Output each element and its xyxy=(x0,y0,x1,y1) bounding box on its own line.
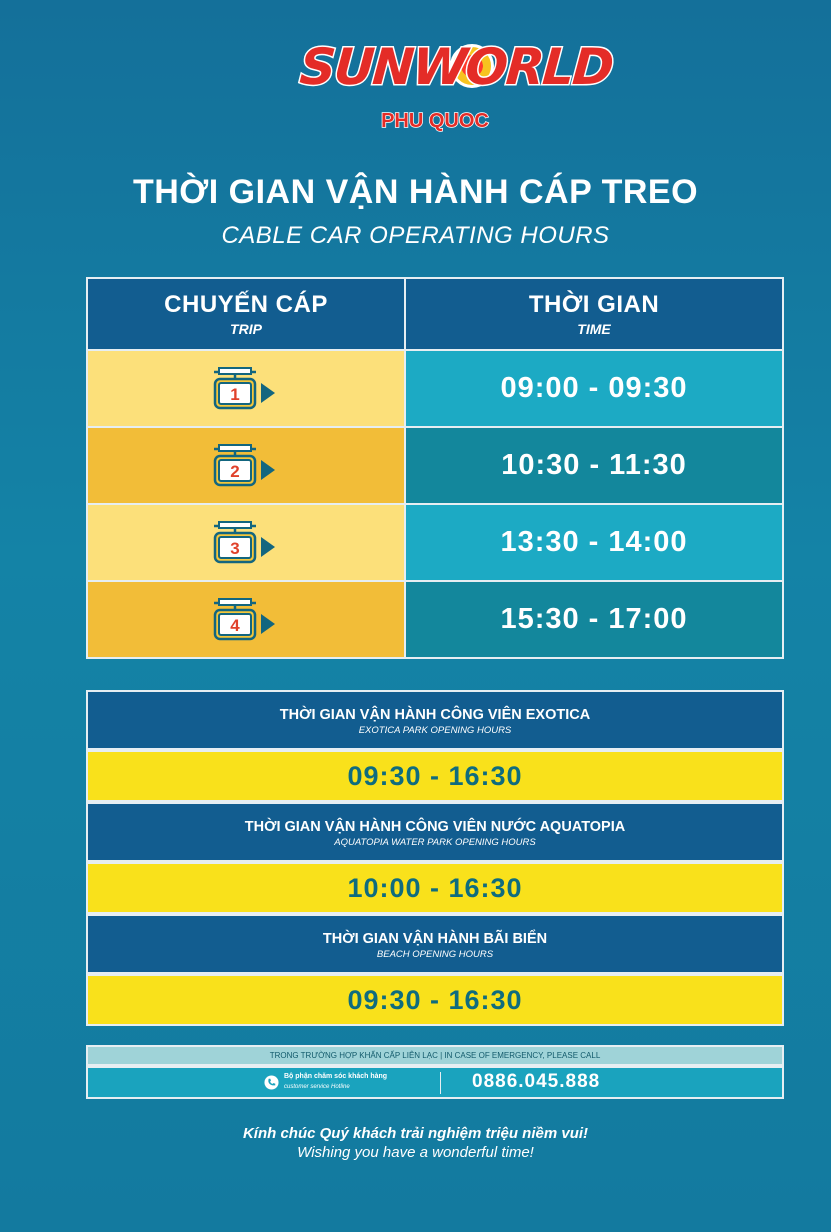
park-name-en: EXOTICA PARK OPENING HOURS xyxy=(358,725,512,736)
trip-number: 4 xyxy=(230,615,240,635)
page-title: THỜI GIAN VẬN HÀNH CÁP TREO xyxy=(132,173,699,211)
time-header-label: THỜI GIAN xyxy=(528,291,660,318)
chevron-right-icon xyxy=(261,460,275,480)
phone-icon xyxy=(264,1075,279,1090)
table-row xyxy=(87,504,783,581)
logo-brand: SUNWORLD xyxy=(297,38,615,96)
trip-cell xyxy=(87,581,405,658)
trip-header-label: CHUYẾN CÁP xyxy=(164,291,328,318)
trip-cell xyxy=(87,504,405,581)
time-cell: 15:30 - 17:00 xyxy=(405,581,783,658)
cable-car-icon xyxy=(208,595,284,645)
trip-number: 2 xyxy=(230,461,240,481)
logo-location: PHU QUOC xyxy=(381,110,489,132)
exotica-park-header xyxy=(86,690,784,750)
park-name-en: AQUATOPIA WATER PARK OPENING HOURS xyxy=(334,837,536,848)
divider xyxy=(440,1072,441,1094)
cable-car-schedule-table xyxy=(86,277,784,659)
time-cell: 09:00 - 09:30 xyxy=(405,350,783,427)
time-header-sublabel: TIME xyxy=(577,321,611,337)
park-name-en: BEACH OPENING HOURS xyxy=(376,949,494,960)
customer-service-label: Bộ phận chăm sóc khách hàng xyxy=(284,1073,388,1080)
park-name: THỜI GIAN VẬN HÀNH BÃI BIỂN xyxy=(322,931,548,947)
table-row xyxy=(87,350,783,427)
hotline-number[interactable]: 0886.045.888 xyxy=(472,1071,601,1092)
trip-number: 3 xyxy=(230,538,240,558)
cable-car-icon xyxy=(208,518,284,568)
cable-car-icon xyxy=(208,441,284,491)
chevron-right-icon xyxy=(261,614,275,634)
aquatopia-park-hours: 10:00 - 16:30 xyxy=(86,862,784,914)
sunworld-logo xyxy=(297,38,615,138)
time-cell: 10:30 - 11:30 xyxy=(405,427,783,504)
park-hours-section xyxy=(86,690,784,1026)
table-row xyxy=(87,581,783,658)
table-row xyxy=(87,427,783,504)
exotica-park-hours: 09:30 - 16:30 xyxy=(86,750,784,802)
chevron-right-icon xyxy=(261,537,275,557)
table-header-row xyxy=(87,278,783,350)
emergency-header: TRONG TRƯỜNG HỢP KHẨN CẤP LIÊN LẠC | IN CASE OF EMERGENCY, PLEASE CALL xyxy=(86,1045,784,1066)
trip-header-sublabel: TRIP xyxy=(230,321,262,337)
trip-cell xyxy=(87,427,405,504)
park-name: THỜI GIAN VẬN HÀNH CÔNG VIÊN EXOTICA xyxy=(279,707,591,723)
time-column-header xyxy=(405,278,783,350)
park-name: THỜI GIAN VẬN HÀNH CÔNG VIÊN NƯỚC AQUATOPIA xyxy=(244,819,626,835)
customer-service-label-en: customer service Hotline xyxy=(284,1084,350,1090)
wish-message-vn: Kính chúc Quý khách trải nghiệm triệu niềm vui! xyxy=(242,1125,589,1142)
trip-column-header xyxy=(87,278,405,350)
trip-number: 1 xyxy=(230,384,240,404)
cable-car-icon xyxy=(208,364,284,414)
chevron-right-icon xyxy=(261,383,275,403)
beach-hours: 09:30 - 16:30 xyxy=(86,974,784,1026)
emergency-contact-bar xyxy=(86,1066,784,1099)
wish-message-en: Wishing you have a wonderful time! xyxy=(297,1144,534,1161)
aquatopia-park-header xyxy=(86,802,784,862)
page-subtitle: CABLE CAR OPERATING HOURS xyxy=(221,222,610,249)
time-cell: 13:30 - 14:00 xyxy=(405,504,783,581)
beach-header xyxy=(86,914,784,974)
trip-cell xyxy=(87,350,405,427)
